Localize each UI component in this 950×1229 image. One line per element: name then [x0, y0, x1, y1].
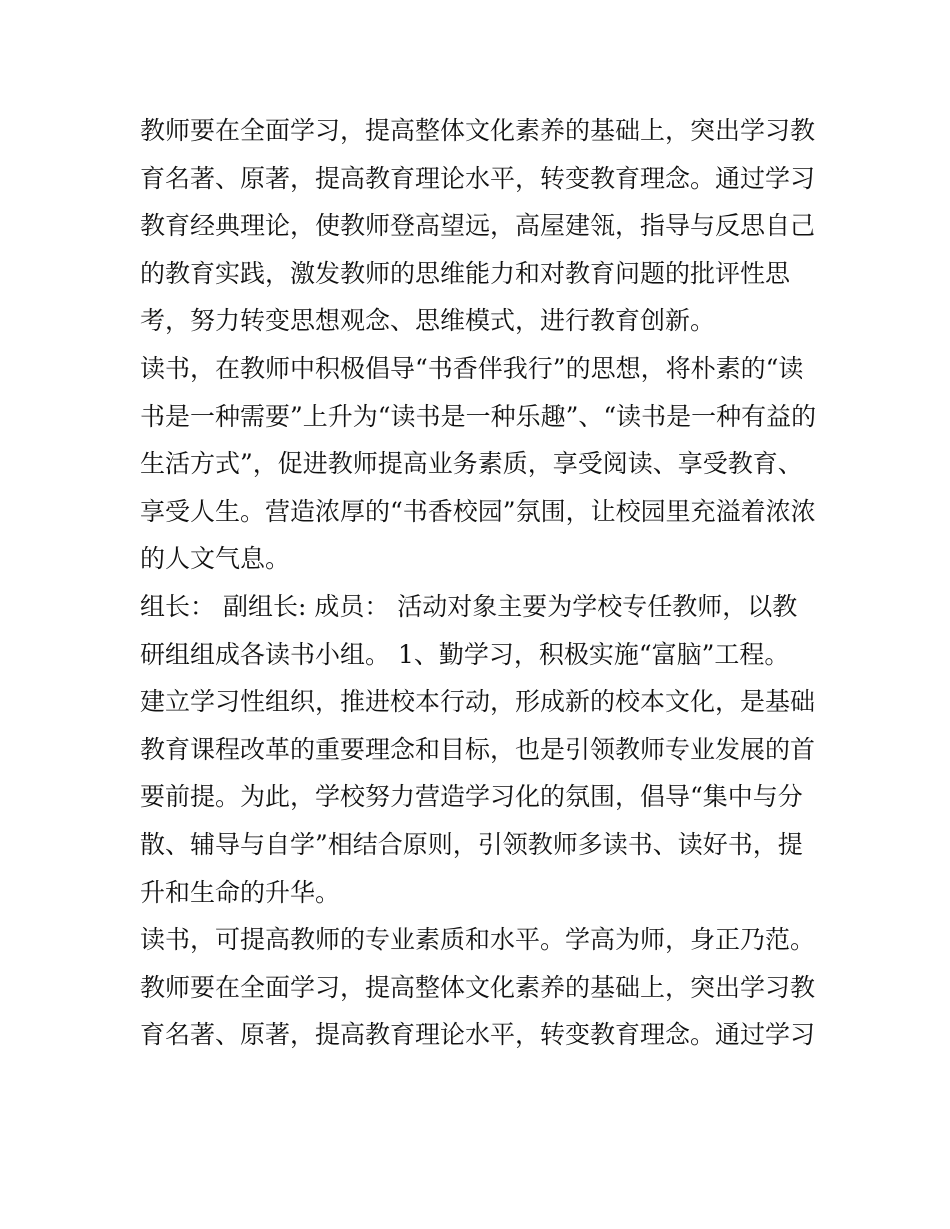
text-line: 考，努力转变思想观念、思维模式，进行教育创新。 [140, 306, 716, 336]
text-line: 的人文气息。 [140, 544, 291, 574]
text-line: 的教育实践，激发教师的思维能力和对教育问题的批评性思 [140, 258, 791, 288]
text-line: 育名著、原著，提高教育理论水平，转变教育理念。通过学习 [140, 163, 816, 193]
text-line: 享受人生。营造浓厚的“书香校园”氛围，让校园里充溢着浓浓 [140, 496, 816, 526]
text-line: 组长： 副组长: 成员： 活动对象主要为学校专任教师，以教 [140, 591, 798, 621]
document-body [140, 107, 820, 1059]
text-line: 教育课程改革的重要理念和目标，也是引领教师专业发展的首 [140, 734, 816, 764]
text-line: 升和生命的升华。 [140, 877, 341, 907]
text-line: 教师要在全面学习，提高整体文化素养的基础上，突出学习教 [140, 116, 816, 145]
text-line: 生活方式”，促进教师提高业务素质，享受阅读、享受教育、 [140, 449, 803, 479]
text-line: 教育经典理论，使教师登高望远，高屋建瓴，指导与反思自己 [140, 211, 816, 241]
text-line: 书是一种需要”上升为“读书是一种乐趣”、“读书是一种有益的 [140, 401, 817, 431]
text-line: 要前提。为此，学校努力营造学习化的氛围，倡导“集中与分 [140, 782, 803, 812]
text-line: 研组组成各读书小组。 1、勤学习，积极实施“富脑”工程。 [140, 639, 790, 669]
text-line: 育名著、原著，提高教育理论水平，转变教育理念。通过学习 [140, 1020, 816, 1050]
text-line: 读书，在教师中积极倡导“书香伴我行”的思想，将朴素的“读 [140, 353, 804, 383]
text-line: 读书，可提高教师的专业素质和水平。学高为师，身正乃范。 [140, 925, 816, 955]
text-line: 散、辅导与自学”相结合原则，引领教师多读书、读好书，提 [140, 829, 803, 859]
text-line: 教师要在全面学习，提高整体文化素养的基础上，突出学习教 [140, 972, 816, 1002]
text-line: 建立学习性组织，推进校本行动，形成新的校本文化，是基础 [140, 687, 816, 717]
